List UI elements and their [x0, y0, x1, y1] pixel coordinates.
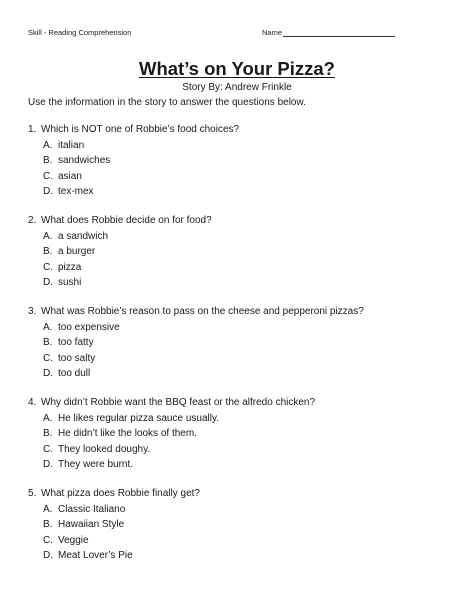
- answer-option-b[interactable]: [43, 244, 458, 259]
- answer-options: [43, 138, 458, 199]
- answer-option-a[interactable]: [43, 138, 458, 153]
- question-2: [28, 213, 458, 290]
- option-text: too dull: [58, 368, 91, 380]
- question-4: [28, 395, 458, 472]
- option-letter: B.: [43, 337, 53, 349]
- answer-option-b[interactable]: [43, 426, 458, 441]
- question-text: Why didn’t Robbie want the BBQ feast or the alfredo chicken?: [41, 397, 316, 408]
- answer-option-d[interactable]: [43, 457, 458, 472]
- option-letter: B.: [43, 519, 53, 531]
- question-number: 3.: [28, 306, 37, 317]
- answer-option-d[interactable]: [43, 366, 458, 381]
- option-text: They looked doughy.: [58, 443, 151, 455]
- answer-option-a[interactable]: [43, 502, 458, 517]
- page-title: What’s on Your Pizza?: [139, 58, 335, 79]
- question-3: [28, 304, 458, 381]
- option-letter: C.: [43, 352, 53, 364]
- instructions: Use the information in the story to answer the questions below.: [28, 97, 306, 108]
- option-text: Classic Italiano: [58, 504, 126, 516]
- answer-options: [43, 229, 458, 290]
- option-letter: A.: [43, 231, 53, 243]
- option-text: Veggie: [58, 534, 89, 546]
- answer-options: [43, 320, 458, 381]
- option-letter: D.: [43, 277, 53, 289]
- option-letter: C.: [43, 534, 53, 546]
- answer-options: [43, 502, 458, 563]
- question-text: What does Robbie decide on for food?: [41, 215, 212, 226]
- option-text: sandwiches: [58, 155, 111, 167]
- author-line: Story By: Andrew Frinkle: [182, 82, 292, 93]
- option-text: pizza: [58, 261, 82, 273]
- answer-option-a[interactable]: [43, 411, 458, 426]
- option-text: Meat Lover’s Pie: [58, 550, 133, 562]
- answer-option-d[interactable]: [43, 275, 458, 290]
- option-letter: A.: [43, 322, 53, 334]
- option-text: tex-mex: [58, 186, 94, 198]
- option-letter: A.: [43, 413, 53, 425]
- answer-option-d[interactable]: [43, 548, 458, 563]
- answer-option-d[interactable]: [43, 184, 458, 199]
- answer-option-c[interactable]: [43, 351, 458, 366]
- question-1: [28, 122, 458, 199]
- answer-options: [43, 411, 458, 472]
- answer-option-b[interactable]: [43, 517, 458, 532]
- question-number: 1.: [28, 124, 37, 135]
- question-number: 5.: [28, 488, 37, 499]
- option-letter: B.: [43, 155, 53, 167]
- option-text: Hawaiian Style: [58, 519, 125, 531]
- option-letter: A.: [43, 504, 53, 516]
- question-5: [28, 486, 458, 563]
- option-text: They were burnt.: [58, 459, 134, 471]
- question-text: Which is NOT one of Robbie’s food choices?: [41, 124, 240, 135]
- option-text: too expensive: [58, 322, 120, 334]
- option-letter: D.: [43, 459, 53, 471]
- option-text: asian: [58, 170, 82, 182]
- option-letter: D.: [43, 368, 53, 380]
- option-text: a sandwich: [58, 231, 109, 243]
- answer-option-c[interactable]: [43, 169, 458, 184]
- option-text: sushi: [58, 277, 82, 289]
- answer-option-b[interactable]: [43, 335, 458, 350]
- option-text: He didn’t like the looks of them.: [58, 428, 197, 440]
- answer-option-b[interactable]: [43, 153, 458, 168]
- option-text: too fatty: [58, 337, 94, 349]
- option-letter: C.: [43, 443, 53, 455]
- name-blank-line[interactable]: [283, 28, 395, 37]
- answer-option-c[interactable]: [43, 260, 458, 275]
- answer-option-c[interactable]: [43, 533, 458, 548]
- option-text: He likes regular pizza sauce usually.: [58, 413, 220, 425]
- option-text: a burger: [58, 246, 96, 258]
- question-text: What pizza does Robbie finally get?: [41, 488, 200, 499]
- skill-label: Skill - Reading Comprehension: [28, 28, 132, 37]
- answer-option-c[interactable]: [43, 442, 458, 457]
- option-letter: B.: [43, 428, 53, 440]
- option-letter: D.: [43, 550, 53, 562]
- option-letter: C.: [43, 170, 53, 182]
- option-letter: B.: [43, 246, 53, 258]
- question-number: 2.: [28, 215, 37, 226]
- option-text: too salty: [58, 352, 96, 364]
- answer-option-a[interactable]: [43, 320, 458, 335]
- option-text: italian: [58, 140, 85, 152]
- option-letter: D.: [43, 186, 53, 198]
- option-letter: A.: [43, 140, 53, 152]
- answer-option-a[interactable]: [43, 229, 458, 244]
- question-text: What was Robbie’s reason to pass on the cheese and pepperoni pizzas?: [41, 306, 364, 317]
- name-label: Name: [262, 28, 283, 37]
- option-letter: C.: [43, 261, 53, 273]
- name-field[interactable]: [262, 28, 395, 37]
- question-number: 4.: [28, 397, 37, 408]
